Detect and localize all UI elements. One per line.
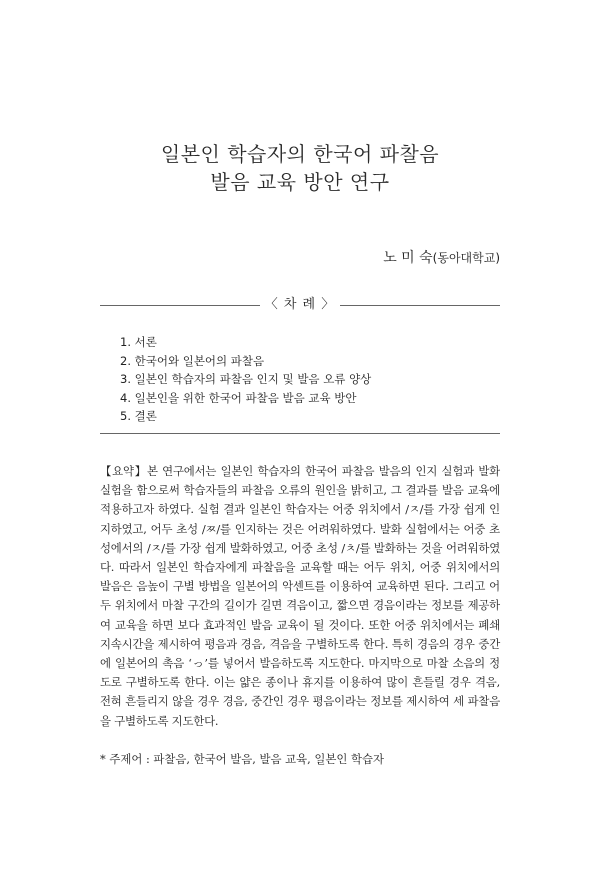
toc-item: 3. 일본인 학습자의 파찰음 인지 및 발음 오류 양상 (120, 372, 372, 386)
toc-divider-right (340, 305, 500, 306)
toc-label: 〈 차 례 〉 (264, 297, 336, 312)
paper-title (0, 140, 600, 196)
toc-item: 4. 일본인을 위한 한국어 파찰음 발음 교육 방안 (120, 390, 357, 405)
toc-item: 1. 서론 (120, 335, 157, 349)
toc-header (100, 296, 500, 316)
title-line-1: 일본인 학습자의 한국어 파찰음 (160, 142, 440, 166)
title-line-2: 발음 교육 방안 연구 (210, 170, 390, 194)
toc-divider-left (100, 305, 260, 306)
toc-item: 2. 한국어와 일본어의 파찰음 (120, 353, 265, 368)
author-name: 노 미 숙 (383, 250, 433, 266)
toc-list (120, 333, 371, 426)
keywords: * 주제어 : 파찰음, 한국어 발음, 발음 교육, 일본인 학습자 (100, 752, 385, 766)
abstract-label: 【요약】 (100, 464, 147, 478)
author-affiliation: (동아대학교) (432, 251, 500, 265)
toc-item: 5. 결론 (120, 409, 157, 423)
abstract (100, 462, 500, 731)
abstract-text: 본 연구에서는 일본인 학습자의 한국어 파찰음 발음의 인지 실험과 발화 실험을 함으로써 학습자들의 파찰음 오류의 원인을 밝히고, 그 결과를 발음 교육에 적용하고자 하였다. 실험 결과 일본인 학습자는 어중 위치에서 /ㅈ/를 가장 쉽게 인지하였고, 어두 초성 /ㅉ/를 인지하는 것은 어려워하였다. 발화 실험에서는 어중 초성에서의 /ㅈ/를 가장 쉽게 발화하였고, 어중 초성 /ㅊ/를 발화하는 것을 어려워하였다. 따라서 일본인 학습자에게 파찰음을 교육할 때는 어두 위치, 어중 위치에서의 발음은 음높이 구별 방법을 일본어의 악센트를 이용하여 교육하면 된다. 그리고 어두 위치에서 마찰 구간의 길이가 길면 격음이고, 짧으면 경음이라는 정보를 제공하여 교육을 하면 보다 효과적인 발음 교육이 될 것이다. 또한 어중 위치에서는 폐쇄지속시간을 제시하여 평음과 경음, 격음을 구별하도록 한다. 특히 경음의 경우 중간에 일본어의 촉음 ‘っ’를 넣어서 발음하도록 지도한다. 마지막으로 마찰 소음의 정도로 구별하도록 한다. 이는 얇은 종이나 휴지를 이용하여 많이 흔들릴 경우 격음, 전혀 흔들리지 않을 경우 경음, 중간인 경우 평음이라는 정보를 제시하여 세 파찰음을 구별하도록 지도한다. (100, 464, 500, 728)
toc-bottom-divider (100, 433, 500, 434)
author-block (383, 247, 500, 267)
